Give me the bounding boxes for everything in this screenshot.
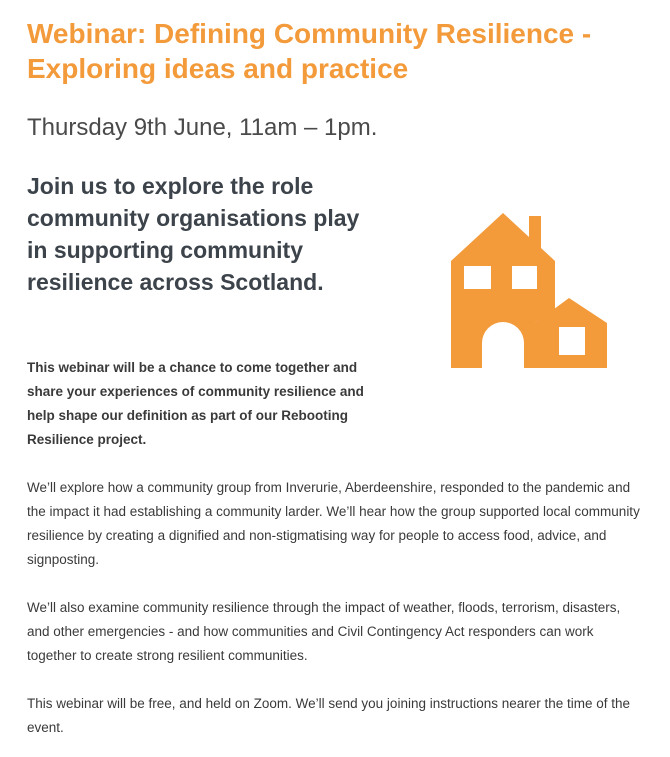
body-paragraph-2: We’ll also examine community resilience through the impact of weather, floods, terrorism, disasters, and other emergencies - and how communities and Civil Contingency Act responders can work together to create strong resilient communities. xyxy=(27,600,621,663)
intro-paragraph: This webinar will be a chance to come together and share your experiences of community resilience and help shape our definition as part of our Rebooting Resilience project. xyxy=(27,360,364,447)
page-title: Webinar: Defining Community Resilience - Exploring ideas and practice xyxy=(27,18,592,84)
houses-icon xyxy=(451,213,609,369)
body-paragraph-3: This webinar will be free, and held on Zoom. We’ll send you joining instructions nearer the time of the event. xyxy=(27,696,631,735)
event-date-time: Thursday 9th June, 11am – 1pm. xyxy=(27,114,378,141)
lead-heading: Join us to explore the role community organisations play in supporting community resilience across Scotland. xyxy=(27,173,360,295)
body-paragraph-1: We’ll explore how a community group from Inverurie, Aberdeenshire, responded to the pandemic and the impact it had establishing a community larder. We’ll hear how the group supported local community resilience by creating a dignified and non-stigmatising way for people to access food, advice, and signposting. xyxy=(27,480,640,567)
